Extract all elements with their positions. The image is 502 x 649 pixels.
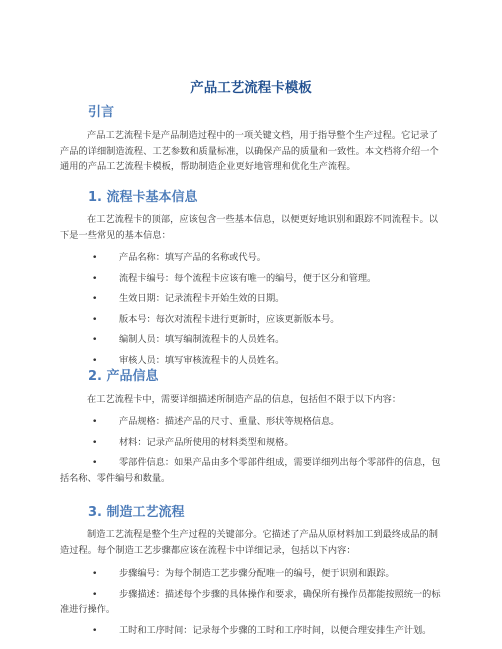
list-item: • 流程卡编号：每个流程卡应该有唯一的编号，便于区分和管理。 [60,271,445,287]
list-item: • 编制人员：填写编制流程卡的人员姓名。 [60,332,445,348]
bullet-icon: • [92,588,98,600]
list-item: • 审核人员：填写审核流程卡的人员姓名。 [60,353,445,369]
list-item: • 零部件信息：如果产品由多个零部件组成，需要详细列出每个零部件的信息，包括名称、零件编号和数量。 [60,457,441,484]
heading-process: 3. 制造工艺流程 [88,505,185,520]
paragraph-basic-info: 在工艺流程卡的顶部，应该包含一些基本信息，以便更好地识别和跟踪不同流程卡。以下是一些常见的基本信息： [60,214,439,241]
heading-basic-info: 1. 流程卡基本信息 [88,190,198,205]
bullet-icon: • [92,568,98,579]
paragraph-process: 制造工艺流程是整个生产过程的关键部分。它描述了产品从原材料加工到最终成品的制造过程。每个制造工艺步骤都应该在流程卡中详细记录，包括以下内容： [60,529,439,556]
bullet-icon: • [92,457,98,468]
document-title: 产品工艺流程卡模板 [190,80,312,96]
list-item: • 材料：记录产品所使用的材料类型和规格。 [60,435,445,451]
bullet-icon: • [92,313,98,325]
bullet-icon: • [92,252,98,263]
list-product-info [60,414,445,491]
list-item: • 版本号：每次对流程卡进行更新时，应该更新版本号。 [60,312,445,328]
heading-product-info: 2. 产品信息 [88,369,159,384]
list-process [60,566,445,643]
bullet-icon: • [92,334,98,345]
list-item: • 产品规格：描述产品的尺寸、重量、形状等规格信息。 [60,414,445,430]
paragraph-intro: 产品工艺流程卡是产品制造过程中的一项关键文档，用于指导整个生产过程。它记录了产品的详细制造流程、工艺参数和质量标准，以确保产品的质量和一致性。本文档将介绍一个通用的产品工艺流程卡模板，帮助制造企业更好地管理和优化生产流程。 [60,130,439,172]
bullet-icon: • [92,293,98,304]
list-item: • 生效日期：记录流程卡开始生效的日期。 [60,291,445,307]
list-item: • 工时和工序时间：记录每个步骤的工时和工序时间，以便合理安排生产计划。 [60,623,445,639]
paragraph-product-info: 在工艺流程卡中，需要详细描述所制造产品的信息，包括但不限于以下内容： [87,394,402,405]
bullet-icon: • [92,354,98,366]
bullet-icon: • [92,624,98,636]
heading-intro: 引言 [88,105,115,120]
list-item: • 步骤编号：为每个制造工艺步骤分配唯一的编号，便于识别和跟踪。 [60,566,445,582]
list-item: • 产品名称：填写产品的名称或代号。 [60,250,445,266]
list-item: • 步骤描述：描述每个步骤的具体操作和要求，确保所有操作员都能按照统一的标准进行操作。 [60,588,441,615]
bullet-icon: • [92,272,98,284]
bullet-icon: • [92,416,98,427]
list-basic-info [60,250,445,373]
bullet-icon: • [92,436,98,448]
